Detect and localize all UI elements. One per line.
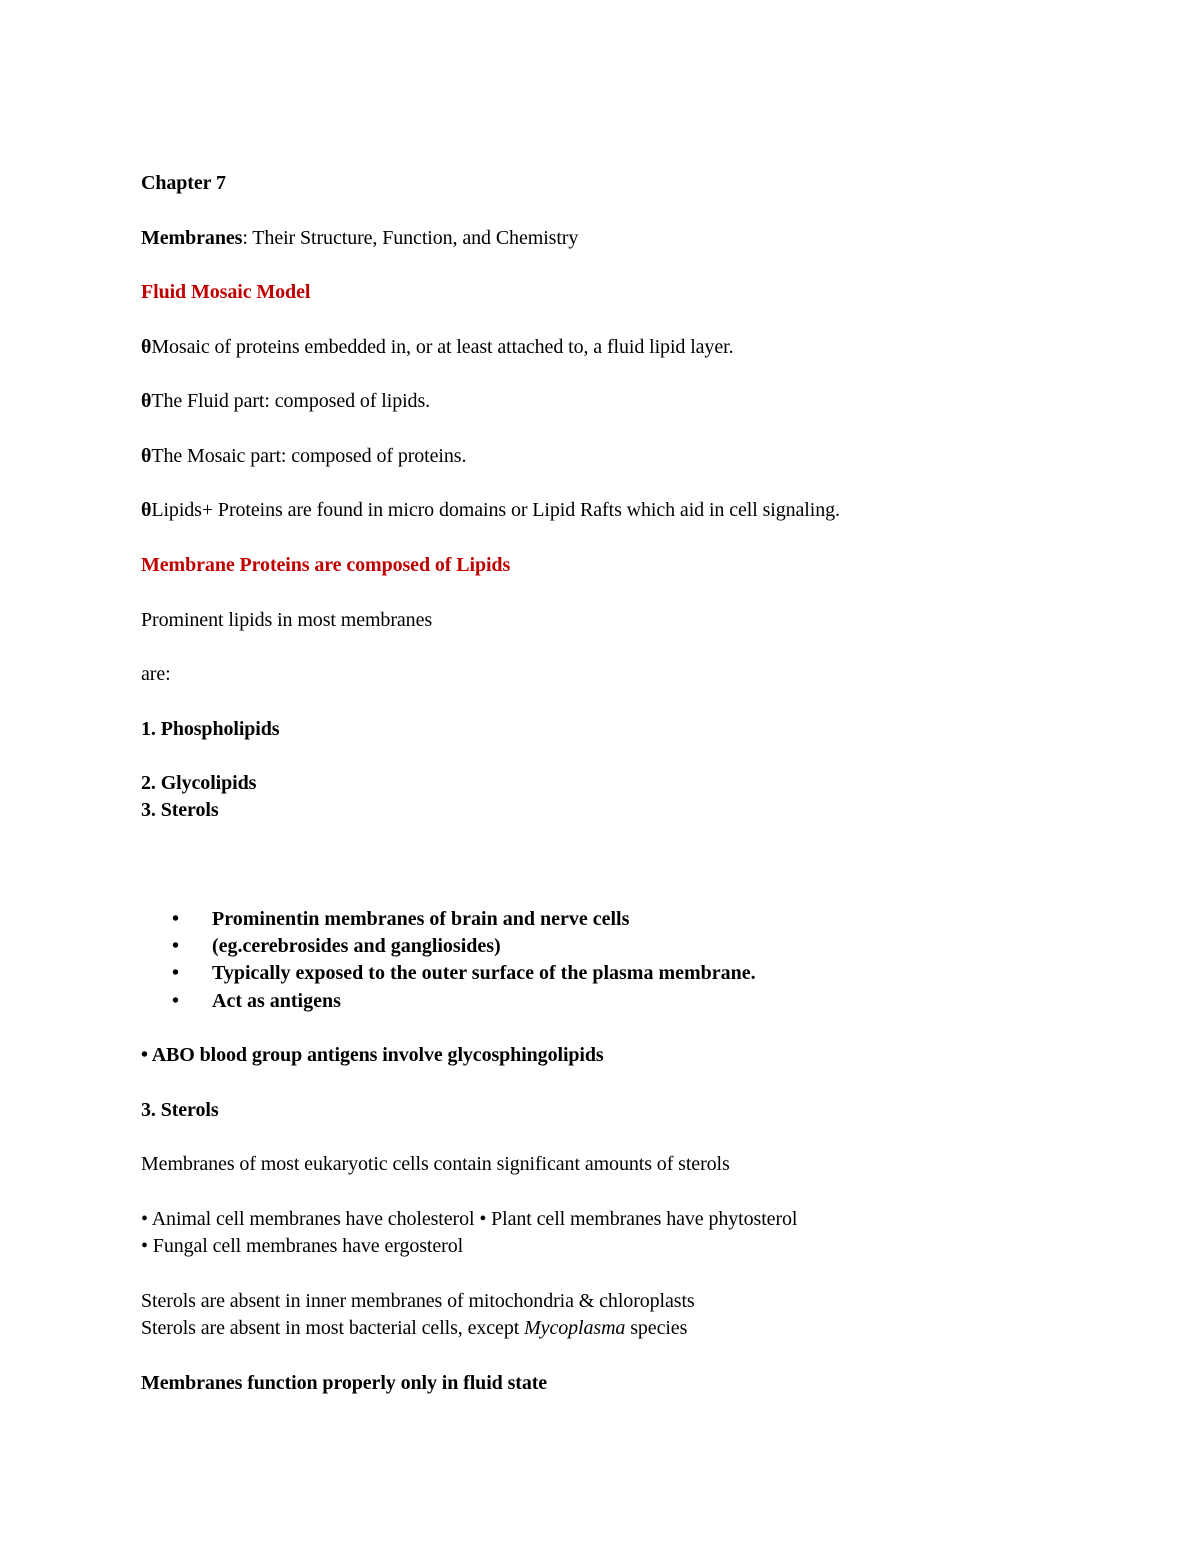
absent-line-2-pre: Sterols are absent in most bacterial cells, except [141,1317,525,1339]
bullet-item [172,987,341,1015]
bullet-text: Act as antigens [212,990,341,1012]
absent-line-2-post: species [625,1317,688,1339]
theta-icon: θ [141,499,152,521]
final-heading: Membranes function properly only in fluid state [141,1372,548,1394]
theta-item [141,442,466,470]
theta-item-text: The Mosaic part: composed of proteins. [151,445,467,467]
theta-item [141,333,733,361]
list-item-sterols: 3. Sterols [141,799,219,821]
heading-membrane-proteins: Membrane Proteins are composed of Lipids [141,554,511,576]
subtitle-rest: : Their Structure, Function, and Chemistry [242,227,579,249]
sterols-intro: Membranes of most eukaryotic cells contain significant amounts of sterols [141,1153,730,1175]
theta-icon: θ [141,445,152,467]
sterols-heading: 3. Sterols [141,1099,219,1121]
prominent-line-2: are: [141,663,171,685]
theta-item-text: Mosaic of proteins embedded in, or at least attached to, a fluid lipid layer. [151,336,734,358]
bullet-icon: • [172,908,180,930]
list-item-phospholipids: 1. Phospholipids [141,718,280,740]
absent-line-2 [141,1314,687,1342]
theta-icon: θ [141,336,152,358]
abo-line: • ABO blood group antigens involve glycosphingolipids [141,1044,604,1066]
subtitle [141,224,578,252]
list-item-glycolipids: 2. Glycolipids [141,772,257,794]
theta-item-text: Lipids+ Proteins are found in micro domains or Lipid Rafts which aid in cell signaling. [151,499,840,521]
subtitle-bold: Membranes [141,227,243,249]
sterols-line-2: • Fungal cell membranes have ergosterol [141,1235,464,1257]
bullet-item [172,959,756,987]
heading-fluid-mosaic: Fluid Mosaic Model [141,281,311,303]
theta-item-text: The Fluid part: composed of lipids. [151,390,431,412]
absent-line-1: Sterols are absent in inner membranes of mitochondria & chloroplasts [141,1290,695,1312]
bullet-icon: • [172,990,180,1012]
bullet-text: Prominentin membranes of brain and nerve cells [212,908,630,930]
absent-line-2-italic: Mycoplasma [524,1317,626,1339]
theta-item [141,387,430,415]
bullet-text: (eg.cerebrosides and gangliosides) [212,935,501,957]
sterols-line-1: • Animal cell membranes have cholesterol • Plant cell membranes have phytosterol [141,1208,798,1230]
theta-item [141,496,840,524]
bullet-icon: • [172,962,180,984]
theta-icon: θ [141,390,152,412]
prominent-line-1: Prominent lipids in most membranes [141,609,433,631]
bullet-item [172,905,629,933]
chapter-title: Chapter 7 [141,172,226,194]
bullet-text: Typically exposed to the outer surface of the plasma membrane. [212,962,756,984]
bullet-item [172,932,501,960]
bullet-icon: • [172,935,180,957]
